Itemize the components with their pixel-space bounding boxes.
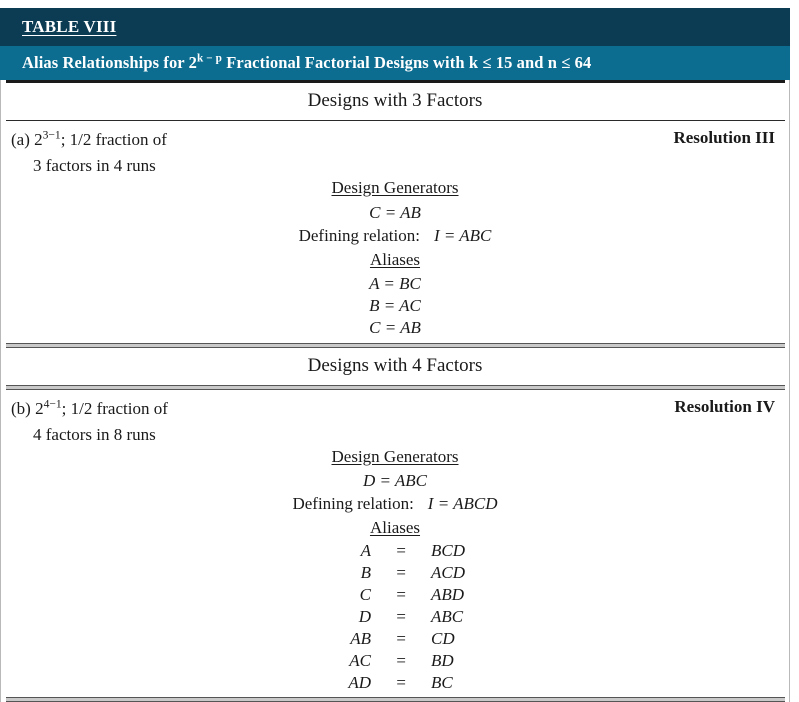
design-a-resolution: Resolution III xyxy=(673,128,775,147)
design-b-formulas xyxy=(1,445,789,693)
design-b-alias-table xyxy=(1,541,789,693)
design-a-formulas xyxy=(1,176,789,339)
alias-row-1-lhs: B xyxy=(360,563,371,582)
design-a-defining-eq: I = ABC xyxy=(433,226,492,245)
alias-row-0-op: = xyxy=(395,541,407,560)
design-b-aliases-heading: Aliases xyxy=(369,518,421,537)
alias-row-3-op: = xyxy=(395,607,407,626)
design-b-defining-eq: I = ABCD xyxy=(427,494,498,513)
design-a-alias-2: C = AB xyxy=(369,318,421,337)
design-a-exponent: 3−1 xyxy=(42,128,61,142)
subtitle-exponent: k − p xyxy=(197,52,222,65)
design-b-line1 xyxy=(11,396,168,422)
design-b-defining-relation xyxy=(1,492,789,516)
design-b-rest: ; 1/2 fraction of xyxy=(61,399,168,418)
design-b-description xyxy=(11,396,168,447)
table-subtitle-band xyxy=(0,46,790,80)
design-block-b-top xyxy=(1,396,789,447)
table-label: TABLE VIII xyxy=(22,17,117,36)
alias-row-4-lhs: AB xyxy=(350,629,371,648)
design-b-defining-label: Defining relation: xyxy=(292,494,414,513)
design-a-generator-0: C = AB xyxy=(369,203,421,222)
alias-row-4-rhs: CD xyxy=(431,629,455,648)
table-body xyxy=(0,80,790,702)
design-b-exponent: 4−1 xyxy=(43,397,62,411)
alias-row-2-op: = xyxy=(395,585,407,604)
alias-row-2-rhs: ABD xyxy=(431,585,465,604)
design-a-alias-0: A = BC xyxy=(369,274,421,293)
table-title-band xyxy=(0,8,790,46)
design-b-generator-0: D = ABC xyxy=(362,471,428,490)
alias-row-2-lhs: C xyxy=(359,585,371,604)
alias-row-6-rhs: BC xyxy=(431,673,453,692)
alias-row-3-rhs: ABC xyxy=(431,607,464,626)
subtitle-prefix: Alias Relationships for 2 xyxy=(22,53,198,72)
design-block-a-top xyxy=(1,127,789,178)
design-a-generators-heading: Design Generators xyxy=(331,178,459,197)
table-subtitle xyxy=(22,53,591,73)
alias-row-4-op: = xyxy=(395,629,407,648)
design-b-label: (b) 2 xyxy=(11,399,44,418)
alias-row-1-rhs: ACD xyxy=(431,563,465,582)
subtitle-suffix: Fractional Factorial Designs with k ≤ 15 and n ≤ 64 xyxy=(222,53,592,72)
alias-row-5-lhs: AC xyxy=(349,651,371,670)
design-a-alias-1: B = AC xyxy=(369,296,421,315)
design-a-defining-relation xyxy=(1,224,789,248)
design-block-a xyxy=(1,121,789,343)
alias-row-5-op: = xyxy=(395,651,407,670)
design-a-defining-label: Defining relation: xyxy=(298,226,420,245)
design-a-label: (a) 2 xyxy=(11,130,43,149)
alias-row-1-op: = xyxy=(395,563,407,582)
alias-row-0-lhs: A xyxy=(360,541,371,560)
design-a-aliases-heading: Aliases xyxy=(369,250,421,269)
design-b-generators-heading: Design Generators xyxy=(331,447,459,466)
alias-grid xyxy=(325,541,465,693)
alias-row-5-rhs: BD xyxy=(431,651,454,670)
design-b-line2: 4 factors in 8 runs xyxy=(33,424,156,444)
design-a-line1 xyxy=(11,127,167,153)
alias-row-0-rhs: BCD xyxy=(431,541,465,560)
alias-row-6-op: = xyxy=(395,673,407,692)
design-block-b xyxy=(1,390,789,697)
design-a-rest: ; 1/2 fraction of xyxy=(60,130,167,149)
alias-row-3-lhs: D xyxy=(358,607,371,626)
section-heading-4-factors: Designs with 4 Factors xyxy=(307,355,483,376)
design-a-description xyxy=(11,127,167,178)
design-a-line2: 3 factors in 4 runs xyxy=(33,155,156,175)
section-heading-3-factors: Designs with 3 Factors xyxy=(307,90,483,111)
alias-row-6-lhs: AD xyxy=(348,673,371,692)
design-b-resolution: Resolution IV xyxy=(674,397,775,416)
bottom-rule xyxy=(6,697,785,702)
